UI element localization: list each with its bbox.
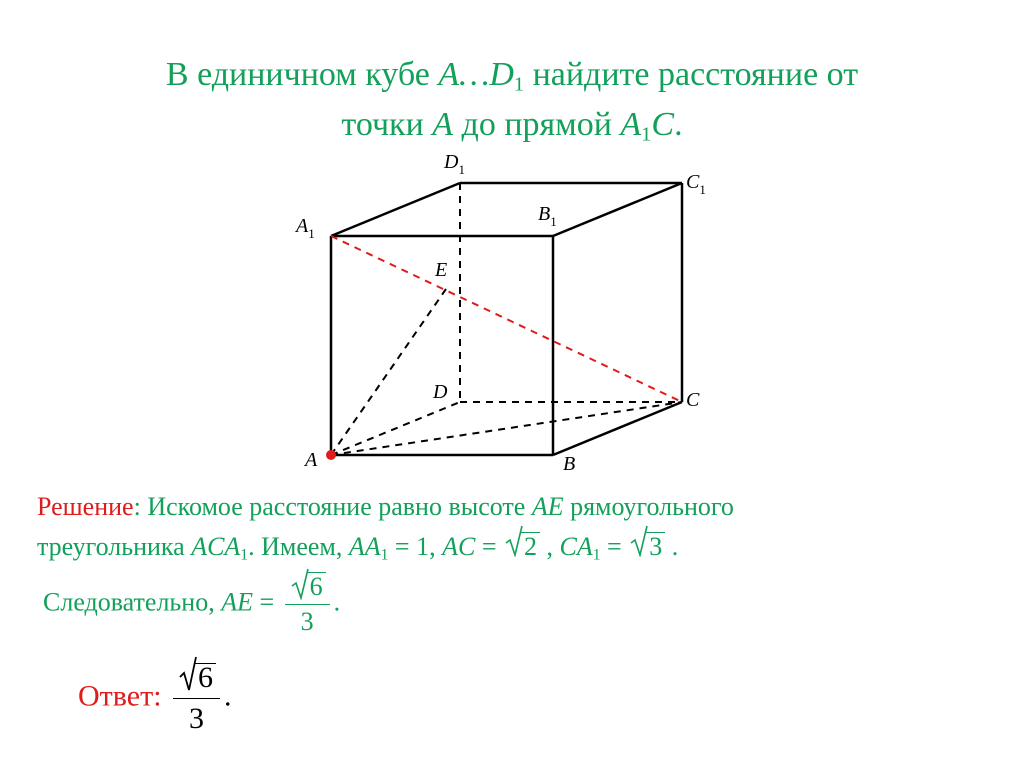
label-C: C bbox=[686, 389, 700, 411]
label-A: A bbox=[305, 449, 318, 471]
edge-B1C1 bbox=[553, 183, 682, 236]
solution-line-3: Следовательно, AE = $\frac{6}{3}$ . bbox=[43, 570, 340, 639]
radical-sign-icon bbox=[630, 523, 648, 557]
answer: Ответ: $\frac{6}{3}$ . bbox=[78, 658, 232, 739]
label-D: D bbox=[433, 381, 448, 403]
sqrt-3: 3 bbox=[630, 527, 665, 567]
radical-sign-icon bbox=[505, 523, 523, 557]
point-A-marker bbox=[326, 450, 336, 460]
solution-text bbox=[37, 487, 997, 567]
radical-sign-icon bbox=[291, 566, 309, 600]
radical-sign-icon bbox=[179, 654, 197, 692]
sqrt-6: 6 bbox=[291, 570, 326, 604]
answer-fraction: $\frac{6}{3}$ bbox=[173, 658, 220, 739]
problem-line-2: точки A до прямой $A_1C$. bbox=[341, 106, 683, 146]
solution-line-2: треугольника $ACA_1$. Имеем, $AA_1 = 1$, AC = 2 , $CA_1$ = 3 . bbox=[37, 527, 997, 567]
edge-A1D1 bbox=[331, 183, 460, 236]
label-A1: $A_1$ bbox=[296, 215, 315, 241]
answer-sqrt-6: 6 bbox=[179, 658, 216, 698]
diagonal-AC bbox=[331, 402, 682, 455]
label-B1: $B_1$ bbox=[538, 203, 557, 229]
fraction-sqrt6-over-3: $\frac{6}{3}$ bbox=[285, 570, 330, 639]
label-E: E bbox=[435, 259, 448, 281]
edge-BC bbox=[553, 402, 682, 455]
label-C1: $C_1$ bbox=[686, 171, 706, 197]
label-B: B bbox=[563, 453, 576, 475]
cube-solid-edges bbox=[331, 183, 682, 455]
sqrt-2: 2 bbox=[505, 527, 540, 567]
segment-AE bbox=[331, 289, 446, 455]
solution-line-1: Решение: Искомое расстояние равно высоте AE рямоугольного bbox=[37, 492, 734, 521]
cube-hidden-edges bbox=[331, 183, 682, 455]
line-A1C bbox=[331, 236, 682, 402]
label-D1: $D_1$ bbox=[444, 151, 465, 177]
problem-line-1: В единичном кубе $A\dots D_1$ найдите расстояние от bbox=[165, 56, 859, 96]
